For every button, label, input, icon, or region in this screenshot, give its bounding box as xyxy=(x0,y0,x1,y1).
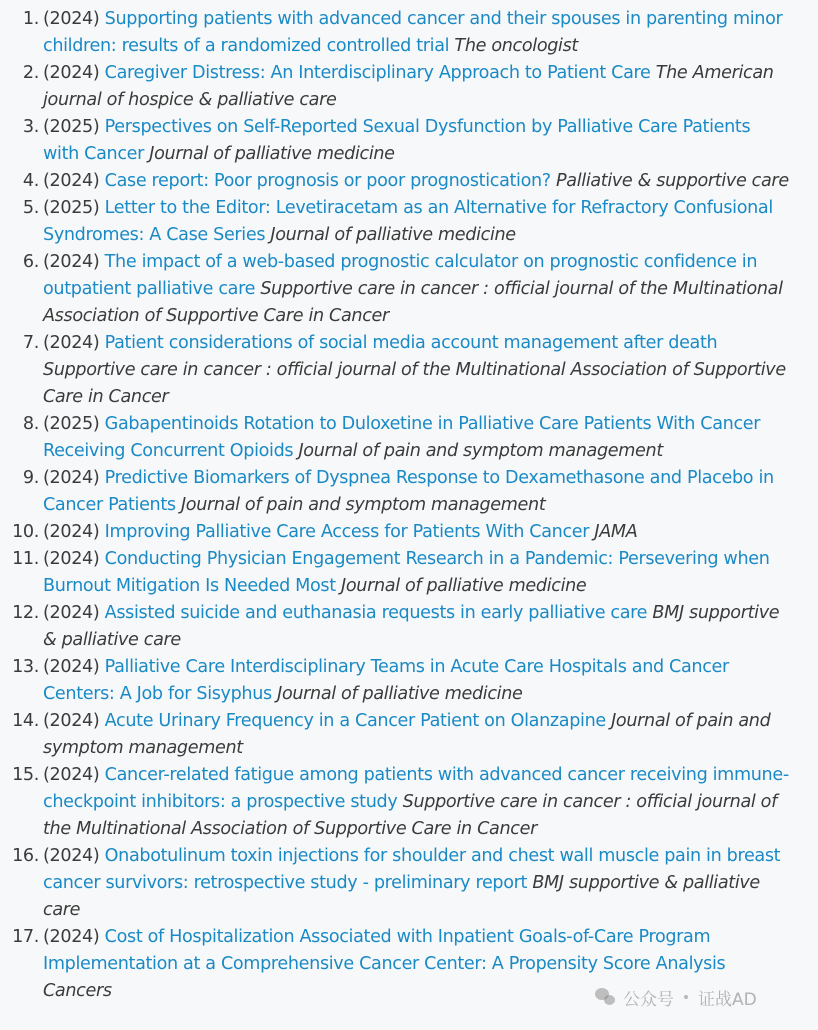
reference-item xyxy=(0,924,818,1005)
reference-journal: The oncologist xyxy=(454,36,578,56)
reference-item xyxy=(0,465,818,519)
reference-title-link[interactable]: Caregiver Distress: An Interdisciplinary Approach to Patient Care xyxy=(104,63,651,83)
reference-year: (2024) xyxy=(43,765,100,785)
reference-number: 16. xyxy=(12,846,39,866)
reference-number: 15. xyxy=(12,765,39,785)
reference-year: (2024) xyxy=(43,171,100,191)
reference-title-link[interactable]: Improving Palliative Care Access for Patients With Cancer xyxy=(104,522,590,542)
reference-title-link[interactable]: Acute Urinary Frequency in a Cancer Patient on Olanzapine xyxy=(104,711,606,731)
reference-number: 3. xyxy=(22,117,39,137)
reference-number: 17. xyxy=(12,927,39,947)
reference-number: 9. xyxy=(22,468,39,488)
reference-item xyxy=(0,195,818,249)
reference-year: (2025) xyxy=(43,117,100,137)
reference-number: 1. xyxy=(22,9,39,29)
reference-year: (2024) xyxy=(43,63,100,83)
reference-journal: Journal of pain and symptom management xyxy=(43,711,771,758)
reference-year: (2024) xyxy=(43,603,100,623)
reference-title-link[interactable]: The impact of a web-based prognostic calculator on prognostic confidence in outpatient palliative care xyxy=(43,252,758,299)
reference-journal: The American journal of hospice & palliative care xyxy=(43,63,774,110)
reference-title-link[interactable]: Letter to the Editor: Levetiracetam as an Alternative for Refractory Confusional Syndromes: A Case Series xyxy=(43,198,773,245)
reference-title-link[interactable]: Perspectives on Self-Reported Sexual Dysfunction by Palliative Care Patients with Cancer xyxy=(43,117,751,164)
reference-journal: Supportive care in cancer : official journal of the Multinational Association of Supportive Care in Cancer xyxy=(43,360,786,407)
reference-item xyxy=(0,843,818,924)
reference-number: 2. xyxy=(22,63,39,83)
reference-journal: Journal of palliative medicine xyxy=(270,225,516,245)
reference-item xyxy=(0,654,818,708)
reference-number: 13. xyxy=(12,657,39,677)
reference-title-link[interactable]: Patient considerations of social media account management after death xyxy=(104,333,718,353)
reference-title-link[interactable]: Onabotulinum toxin injections for shoulder and chest wall muscle pain in breast cancer survivors: retrospective study - preliminary report xyxy=(43,846,781,893)
reference-number: 4. xyxy=(22,171,39,191)
reference-number: 12. xyxy=(12,603,39,623)
reference-journal: Journal of palliative medicine xyxy=(149,144,395,164)
reference-journal: Journal of pain and symptom management xyxy=(298,441,663,461)
reference-item xyxy=(0,60,818,114)
reference-year: (2024) xyxy=(43,252,100,272)
reference-item xyxy=(0,519,818,546)
reference-year: (2025) xyxy=(43,414,100,434)
reference-year: (2024) xyxy=(43,927,100,947)
reference-year: (2024) xyxy=(43,468,100,488)
reference-year: (2024) xyxy=(43,657,100,677)
reference-year: (2025) xyxy=(43,198,100,218)
reference-year: (2024) xyxy=(43,9,100,29)
watermark-account-label: 公众号 xyxy=(623,989,674,1010)
reference-journal: Supportive care in cancer : official journal of the Multinational Association of Supportive Care in Cancer xyxy=(43,792,777,839)
reference-journal: Supportive care in cancer : official journal of the Multinational Association of Supportive Care in Cancer xyxy=(43,279,783,326)
reference-number: 8. xyxy=(22,414,39,434)
reference-item xyxy=(0,411,818,465)
reference-item xyxy=(0,114,818,168)
reference-journal: JAMA xyxy=(594,522,638,542)
reference-year: (2024) xyxy=(43,549,100,569)
reference-item xyxy=(0,762,818,843)
reference-item xyxy=(0,6,818,60)
reference-number: 11. xyxy=(12,549,39,569)
reference-number: 14. xyxy=(12,711,39,731)
reference-journal: Journal of palliative medicine xyxy=(341,576,587,596)
reference-year: (2024) xyxy=(43,846,100,866)
reference-title-link[interactable]: Palliative Care Interdisciplinary Teams in Acute Care Hospitals and Cancer Centers: A Job for Sisyphus xyxy=(43,657,729,704)
reference-journal: Journal of pain and symptom management xyxy=(180,495,546,515)
reference-title-link[interactable]: Predictive Biomarkers of Dyspnea Response to Dexamethasone and Placebo in Cancer Patients xyxy=(43,468,774,515)
reference-item xyxy=(0,708,818,762)
reference-item xyxy=(0,168,818,195)
reference-title-link[interactable]: Conducting Physician Engagement Research in a Pandemic: Persevering when Burnout Mitigation Is Needed Most xyxy=(43,549,770,596)
reference-item xyxy=(0,600,818,654)
reference-item xyxy=(0,249,818,330)
reference-journal: Palliative & supportive care xyxy=(556,171,789,191)
reference-journal: BMJ supportive & palliative care xyxy=(43,603,780,650)
reference-title-link[interactable]: Supporting patients with advanced cancer and their spouses in parenting minor children: results of a randomized controlled trial xyxy=(43,9,783,56)
reference-title-link[interactable]: Gabapentinoids Rotation to Duloxetine in Palliative Care Patients With Cancer Receiving Concurrent Opioids xyxy=(43,414,761,461)
reference-year: (2024) xyxy=(43,522,100,542)
reference-title-link[interactable]: Case report: Poor prognosis or poor prognostication? xyxy=(104,171,551,191)
reference-journal: Journal of palliative medicine xyxy=(277,684,523,704)
reference-number: 6. xyxy=(22,252,39,272)
reference-number: 7. xyxy=(22,333,39,353)
reference-number: 5. xyxy=(22,198,39,218)
reference-title-link[interactable]: Cancer-related fatigue among patients with advanced cancer receiving immune-checkpoint inhibitors: a prospective study xyxy=(43,765,789,812)
reference-year: (2024) xyxy=(43,333,100,353)
reference-year: (2024) xyxy=(43,711,100,731)
reference-item xyxy=(0,330,818,411)
reference-title-link[interactable]: Cost of Hospitalization Associated with Inpatient Goals-of-Care Program Implementation at a Comprehensive Cancer Center: A Propensity Score Analysis xyxy=(43,927,726,974)
reference-journal: BMJ supportive & palliative care xyxy=(43,873,760,920)
reference-title-link[interactable]: Assisted suicide and euthanasia requests in early palliative care xyxy=(104,603,648,623)
reference-item xyxy=(0,546,818,600)
reference-journal: Cancers xyxy=(43,981,112,1001)
reference-number: 10. xyxy=(12,522,39,542)
watermark-account-name: 证战AD xyxy=(698,989,757,1010)
